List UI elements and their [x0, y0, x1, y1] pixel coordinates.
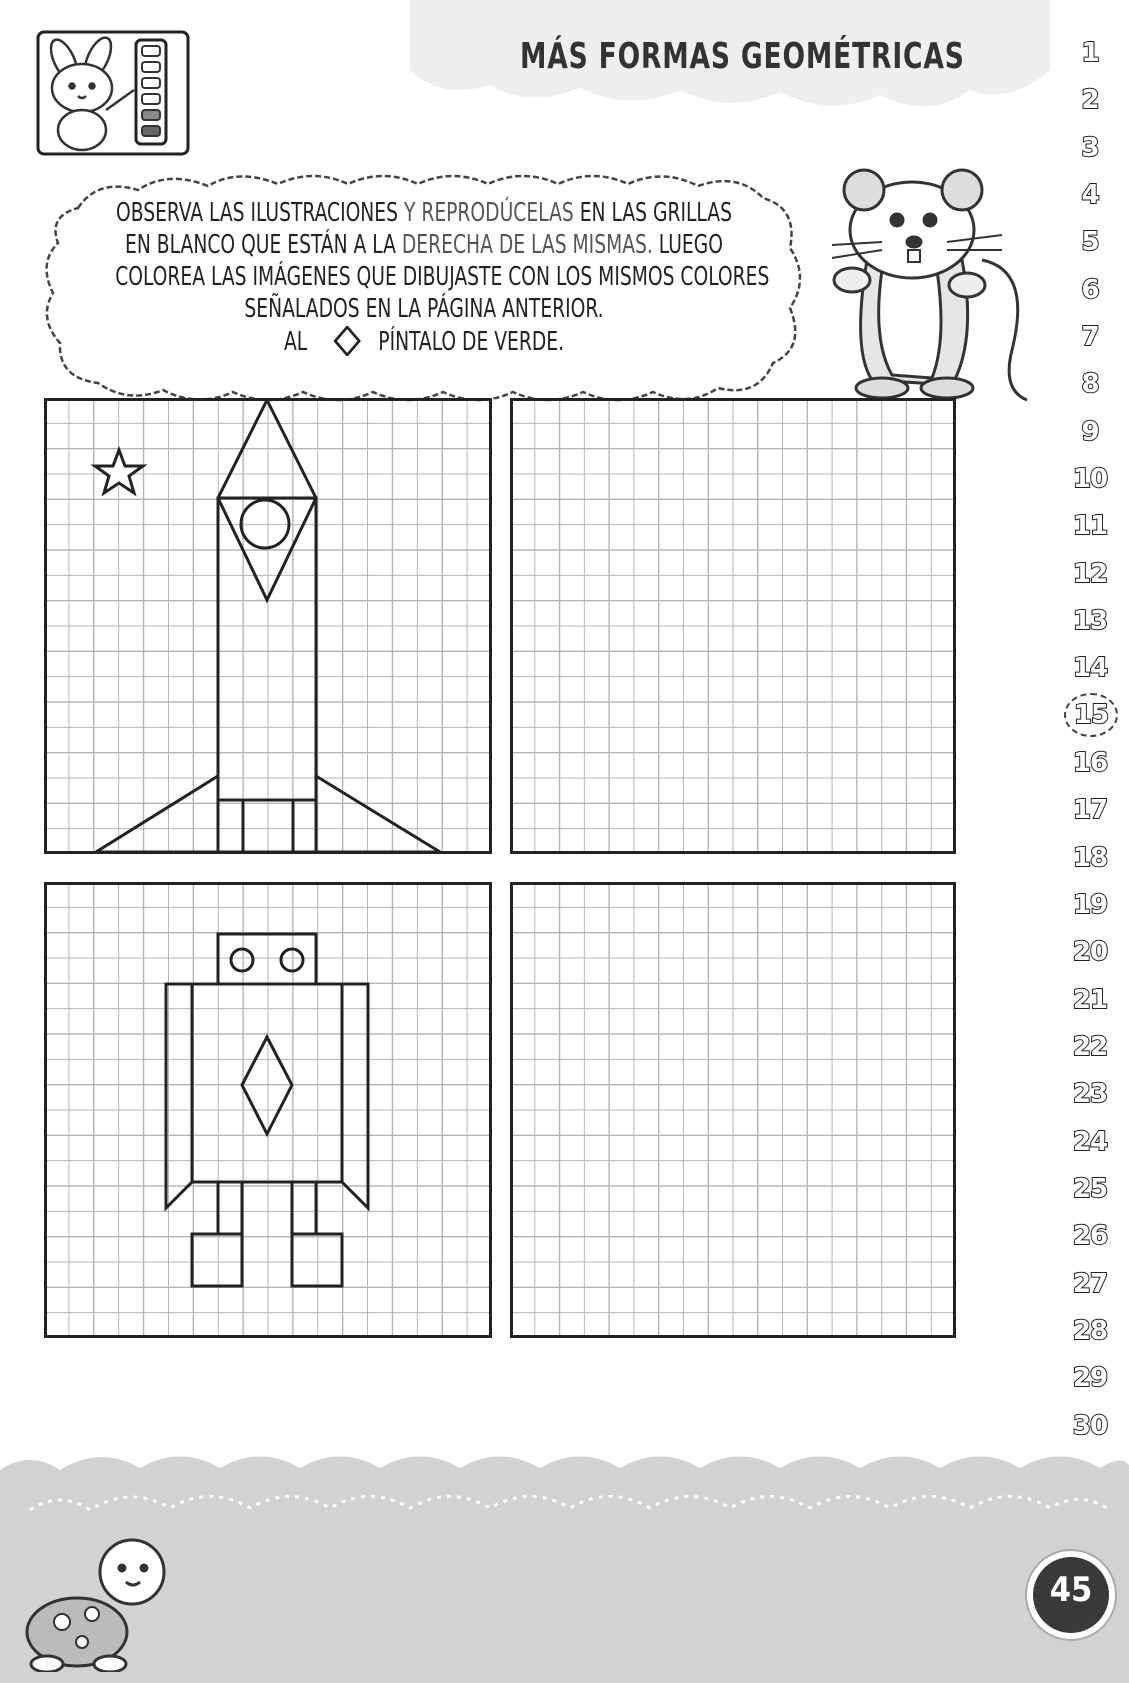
robot-left-foot [192, 1234, 242, 1286]
lesson-number: 23 [1072, 1079, 1108, 1110]
progress-badge [36, 30, 190, 160]
robot-left-arm [166, 984, 192, 1208]
page-title: MÁS FORMAS GEOMÉTRICAS [520, 36, 965, 77]
robot-head [218, 934, 316, 984]
instruction-line-3: COLOREA LAS IMÁGENES QUE DIBUJASTE CON LOS MISMOS COLORES [115, 262, 770, 292]
lesson-number: 1 [1081, 38, 1099, 68]
lesson-number: 5 [1081, 227, 1099, 258]
mouse-mascot [812, 150, 1042, 410]
rocket-base [218, 800, 316, 852]
robot-left-leg [218, 1182, 242, 1234]
instruction-line-4: SEÑALADOS EN LA PÁGINA ANTERIOR. [244, 294, 604, 324]
grid-robot-model [44, 882, 492, 1338]
robot-right-eye [281, 949, 303, 971]
lesson-number: 19 [1072, 890, 1108, 920]
instruction-text: DERECHA DE LAS MISMAS. [401, 230, 653, 260]
turtle-mascot [22, 1512, 172, 1672]
lesson-number: 6 [1081, 274, 1099, 305]
lesson-number: 12 [1072, 558, 1108, 589]
lesson-number: 24 [1072, 1126, 1108, 1157]
lesson-number: 3 [1081, 132, 1099, 163]
lesson-number: 27 [1072, 1268, 1108, 1299]
lesson-number-current: 15 [1064, 693, 1118, 737]
lesson-number: 30 [1072, 1410, 1108, 1441]
robot-right-leg [292, 1182, 316, 1234]
robot-left-eye [231, 949, 253, 971]
lesson-number: 26 [1072, 1221, 1108, 1252]
rocket-left-fin [96, 776, 218, 852]
grid-lines [510, 398, 956, 854]
lesson-number: 2 [1081, 85, 1099, 116]
lesson-number: 16 [1072, 748, 1108, 778]
lesson-number: 14 [1072, 653, 1108, 684]
instruction-text: AL [283, 327, 308, 357]
grid-robot-blank[interactable] [510, 882, 956, 1338]
robot-chest-diamond [242, 1037, 292, 1134]
instruction-text: OBSERVA LAS ILUSTRACIONES [116, 198, 404, 228]
progress-meter [136, 40, 166, 144]
lesson-number: 9 [1081, 416, 1099, 447]
instruction-text: LUEGO [652, 230, 723, 260]
grid-rocket-blank[interactable] [510, 398, 956, 854]
instruction-text: EN BLANCO QUE ESTÁN A LA [125, 230, 402, 260]
lesson-number: 20 [1072, 937, 1108, 968]
lesson-number: 8 [1081, 369, 1099, 400]
lesson-number: 18 [1072, 842, 1108, 873]
rocket-right-fin [316, 776, 440, 852]
page-number: 45 [1049, 1570, 1093, 1610]
lesson-number: 25 [1072, 1174, 1108, 1204]
lesson-number: 11 [1072, 511, 1108, 542]
lesson-number: 10 [1072, 464, 1108, 494]
lesson-number: 29 [1072, 1363, 1108, 1394]
robot-right-foot [292, 1234, 342, 1286]
robot-torso [192, 984, 342, 1182]
instruction-line-5 [115, 326, 733, 357]
instruction-line-2 [115, 230, 733, 260]
lesson-number: 21 [1072, 984, 1108, 1015]
lesson-number: 28 [1072, 1316, 1108, 1346]
instruction-text: EN LAS GRILLAS [573, 198, 732, 228]
grid-lines [44, 882, 492, 1338]
grid-rocket-model [44, 398, 492, 854]
lesson-number: 4 [1081, 180, 1099, 210]
lesson-number: 7 [1081, 322, 1099, 352]
robot-right-arm [342, 984, 368, 1208]
instruction-text: PÍNTALO DE VERDE. [378, 327, 565, 357]
lesson-number: 13 [1072, 606, 1108, 636]
lesson-number: 22 [1072, 1032, 1108, 1062]
grid-lines [510, 882, 956, 1338]
sidebar-lesson-numbers [1052, 38, 1128, 1458]
diamond-icon [334, 326, 361, 356]
instruction-text: Y REPRODÚCELAS [403, 198, 574, 228]
instruction-line-1 [115, 198, 733, 228]
rocket-body [218, 498, 316, 800]
rocket-window-circle [241, 500, 289, 548]
lesson-number: 17 [1072, 795, 1108, 826]
